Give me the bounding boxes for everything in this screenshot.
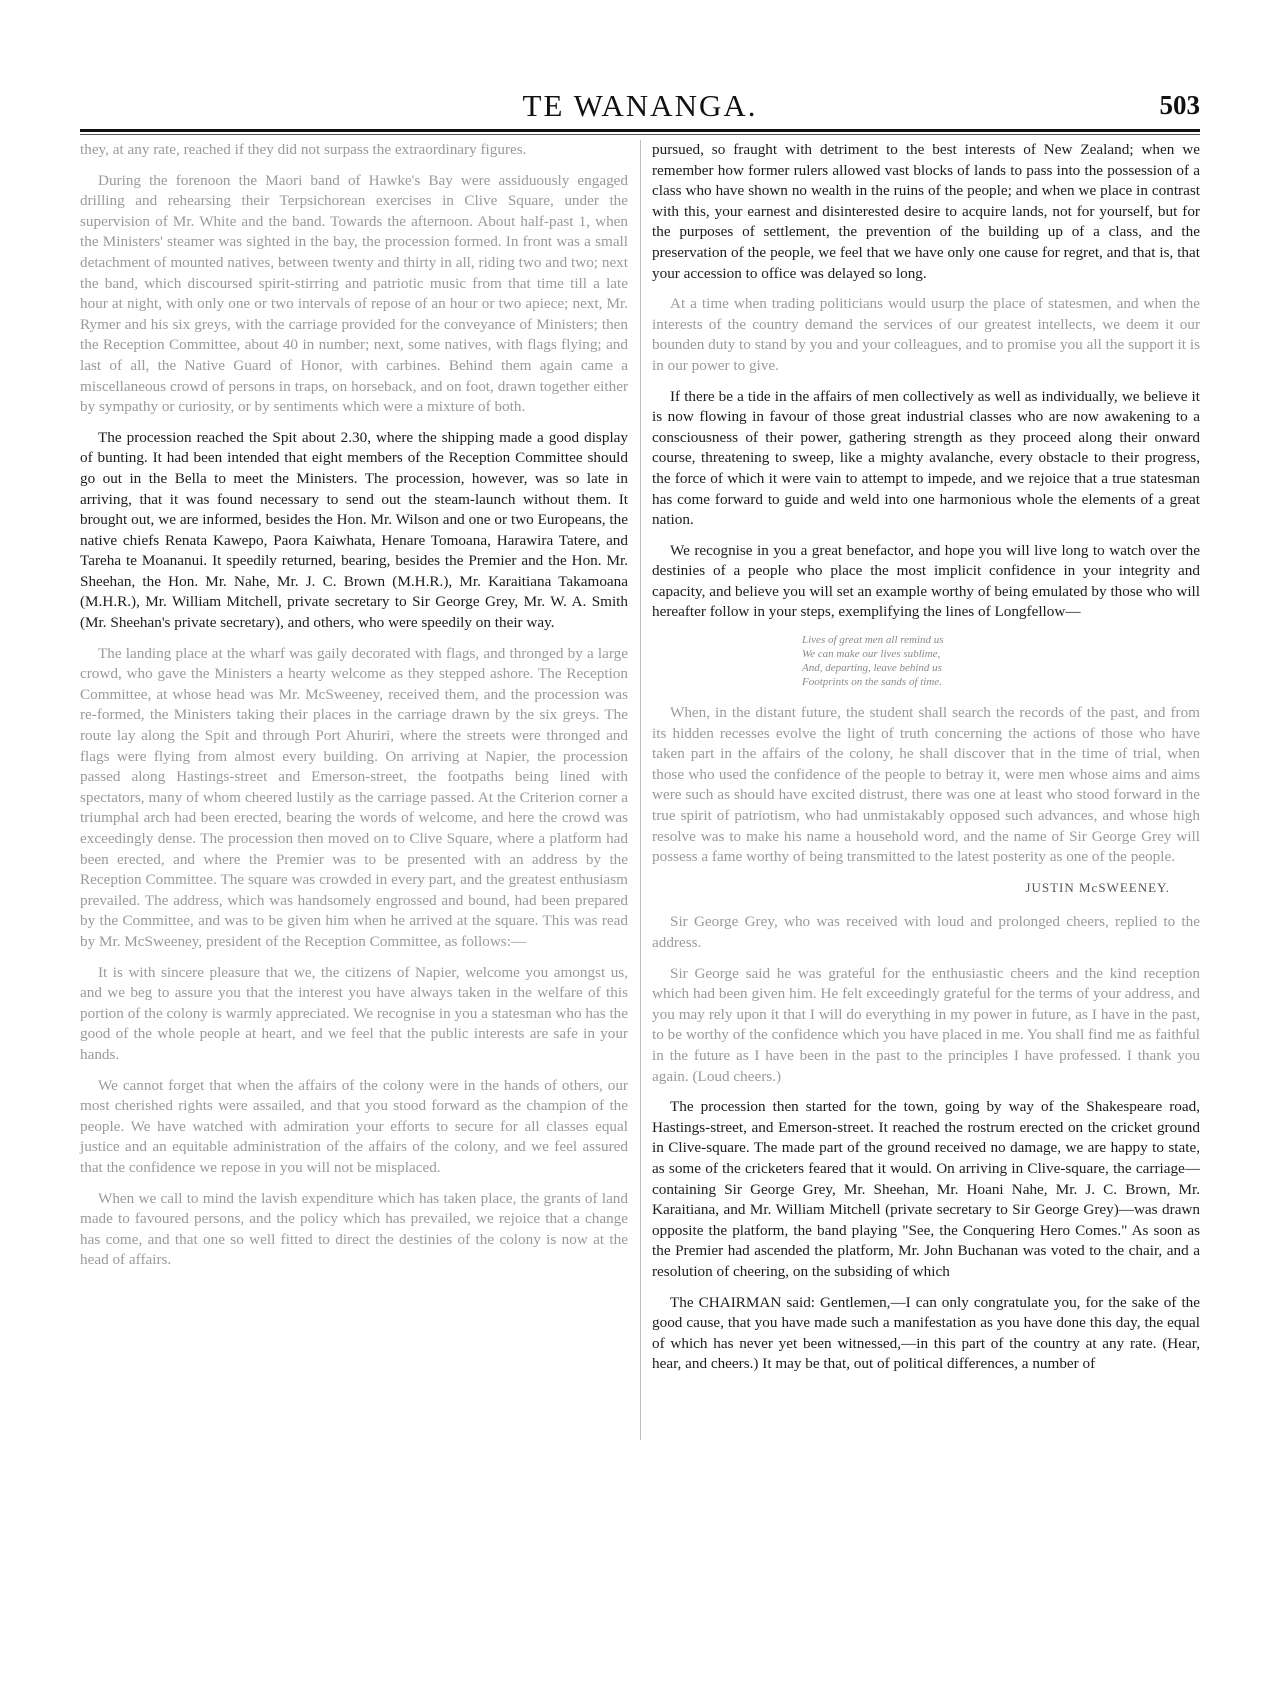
signature: JUSTIN McSWEENEY. — [1025, 879, 1170, 895]
paragraph: When we call to mind the lavish expenditure which has taken place, the grants of land made to favoured persons, and the policy which has prevailed, we rejoice that a change has come, and that one so well fitted to direct the destinies of the colony is now at the head of affairs. — [80, 1189, 628, 1269]
paragraph: Sir George Grey, who was received with loud and prolonged cheers, replied to the address. — [652, 913, 1200, 951]
paragraph: The CHAIRMAN said: Gentlemen,—I can only congratulate you, for the sake of the good cause, that you have made such a manifestation as you have done this day, the equal of which has never yet been witnessed,—in this part of the country at any rate. (Hear, hear, and cheers.) It may be that, out of political differences, a number of — [652, 1293, 1200, 1373]
newspaper-title: TE WANANGA. — [522, 88, 758, 123]
paragraph: The procession then started for the town, going by way of the Shakespeare road, Hastings-street, and Emerson-street. It reached the rostrum erected on the cricket ground in Clive-square. The made part of the ground received no damage, we are happy to state, as some of the cricketers feared that it would. On arriving in Clive-square, the carriage—containing Sir George Grey, Mr. Sheehan, Mr. Hoani Nahe, Mr. J. C. Brown, Mr. Karaitiana, and Mr. William Mitchell (private secretary to Sir George Grey)—was drawn opposite the platform, the band playing "See, the Conquering Hero Comes." As soon as the Premier had ascended the platform, Mr. John Buchanan was voted to the chair, and a resolution of cheering, on the subsiding of which — [652, 1098, 1200, 1280]
header-rule — [80, 129, 1200, 132]
paragraph: pursued, so fraught with detriment to the best interests of New Zealand; when we remember how former rulers allowed vast blocks of lands to pass into the possession of a class who have shown no wealth in the ruins of the people; and when we place in contrast with this, your earnest and disinterested desire to acquire lands, not for yourself, but for the purposes of settlement, the prevention of the building up of a class, and the preservation of the people, we feel that we have only one cause for regret, and that is, that your accession to office was delayed so long. — [652, 141, 1200, 282]
page-number: 503 — [1159, 90, 1200, 120]
poem-line: Lives of great men all remind us — [802, 634, 944, 647]
paragraph: We recognise in you a great benefactor, and hope you will live long to watch over the destinies of a people who place the most implicit confidence in your integrity and capacity, and believe you will set an example worthy of being emulated by those who will hereafter follow in your steps, exemplifying the lines of Longfellow— — [652, 541, 1200, 621]
header-rule-thin — [80, 134, 1200, 135]
paragraph: At a time when trading politicians would usurp the place of statesmen, and when the interests of the country demand the services of our greatest intellects, we deem it our bounden duty to stand by you and your colleagues, and to promise you all the support it is in our power to give. — [652, 295, 1200, 374]
poem-line: Footprints on the sands of time. — [802, 676, 942, 689]
right-column — [652, 140, 1200, 1385]
paragraph: During the forenoon the Maori band of Hawke's Bay were assiduously engaged drilling and rehearsing their Terpsichorean exercises in Clive Square, under the supervision of Mr. White and the band. Towards the afternoon. About half-past 1, when the Ministers' steamer was sighted in the bay, the procession formed. In front was a small detachment of mounted natives, between twenty and thirty in all, riding two and two; next the band, which discoursed spirit-stirring and patriotic music from that time till a late hour at night, with only one or two intervals of repose of an hour or two apiece; next, Mr. Rymer and his six greys, with the carriage provided for the conveyance of Ministers; then the Reception Committee, about 40 in number; next, some natives, with flags flying; and last of all, the Native Guard of Honor, with carbines. Behind them again came a miscellaneous crowd of persons in traps, on horseback, and on foot, drawn together either by sympathy or curiosity, or by sentiments which were a mixture of both. — [80, 171, 628, 416]
longfellow-quote — [802, 633, 1200, 689]
paragraph: It is with sincere pleasure that we, the citizens of Napier, welcome you amongst us, and we beg to assure you that the interest you have always taken in the welfare of this portion of the colony is warmly appreciated. We recognise in you a statesman who has the good of the whole people at heart, and we feel that the public interests are safe in your hands. — [80, 963, 628, 1063]
paragraph: The landing place at the wharf was gaily decorated with flags, and thronged by a large crowd, who gave the Ministers a hearty welcome as they stepped ashore. The Reception Committee, at whose head was Mr. McSweeney, received them, and the procession was re-formed, the Ministers taking their places in the carriage drawn by the six greys. The route lay along the Spit and through Port Ahuriri, where the streets were thronged and flags were flying from almost every building. On arriving at Napier, the procession passed along Hastings-street and Emerson-street, the footpaths being lined with spectators, many of whom cheered lustily as the carriage passed. At the Criterion corner a triumphal arch had been erected, bearing the words of welcome, and here the crowd was exceedingly dense. The procession then moved on to Clive Square, where a platform had been erected, and where the Premier was to be presented with an address by the Reception Committee. The square was crowded in every part, and the greatest enthusiasm prevailed. The address, which was handsomely engrossed and bound, had been prepared by the Committee, and was to be given him when he arrived at the square. This was read by Mr. McSweeney, president of the Reception Committee, as follows:— — [80, 644, 628, 950]
masthead — [80, 88, 1200, 132]
paragraph: The procession reached the Spit about 2.30, where the shipping made a good display of bunting. It had been intended that eight members of the Reception Committee should go out in the Bella to meet the Ministers. The procession, however, was so late in arriving, that it was found necessary to send out the steam-launch without them. It brought out, we are informed, besides the Hon. Mr. Wilson and one or two Europeans, the native chiefs Renata Kawepo, Paora Kaiwhata, Henare Tomoana, Harawira Tatere, and Tareha te Moananui. It speedily returned, bearing, besides the Premier and the Hon. Mr. Sheehan, the Hon. Mr. Nahe, Mr. J. C. Brown (M.H.R.), Mr. Karaitiana Takamoana (M.H.R.), Mr. William Mitchell, private secretary to Sir George Grey, Mr. W. A. Smith (Mr. Sheehan's private secretary), and others, who were speedily on their way. — [80, 428, 628, 632]
paragraph: If there be a tide in the affairs of men collectively as well as individually, we believe it is now flowing in favour of those great industrial classes who are now awakening to a consciousness of their power, gathering strength as they proceed along their onward course, threatening to sweep, like a mighty avalanche, every obstacle to their progress, the force of which it were vain to attempt to impede, and we rejoice that a true statesman has come forward to guide and weld into one harmonious whole the elements of a great nation. — [652, 387, 1200, 529]
paragraph: We cannot forget that when the affairs of the colony were in the hands of others, our most cherished rights were assailed, and that you stood forward as the champion of the people. We have watched with admiration your efforts to secure for all classes equal justice and an equitable administration of the affairs of the colony, and we feel assured that the confidence we repose in you will not be misplaced. — [80, 1076, 628, 1176]
poem-line: We can make our lives sublime, — [802, 648, 941, 661]
paragraph: they, at any rate, reached if they did not surpass the extraordinary figures. — [80, 141, 527, 158]
paragraph: Sir George said he was grateful for the enthusiastic cheers and the kind reception which had been given him. He felt exceedingly grateful for the terms of your address, and you may rely upon it that I will do everything in my power in future, as I have in the past, to be worthy of the confidence which you have placed in me. You shall find me as faithful in the future as I have been in the past to the principles I have professed. I thank you again. (Loud cheers.) — [652, 964, 1200, 1085]
left-column — [80, 140, 628, 1281]
poem-line: And, departing, leave behind us — [802, 662, 942, 675]
column-divider — [640, 140, 641, 1440]
paragraph: When, in the distant future, the student shall search the records of the past, and from its hidden recesses evolve the light of truth concerning the actions of those who have taken part in the affairs of the colony, he shall discover that in the time of trial, when those who used the confidence of the people to betray it, were men whose aims and aims were such as should have excited distrust, there was one at least who stood forward in the true spirit of patriotism, who had unmistakably opposed such advances, and whose high resolve was to make his name a household word, and the name of Sir George Grey will possess a fame worthy of being transmitted to the latest posterity as one of the people. — [652, 704, 1200, 866]
